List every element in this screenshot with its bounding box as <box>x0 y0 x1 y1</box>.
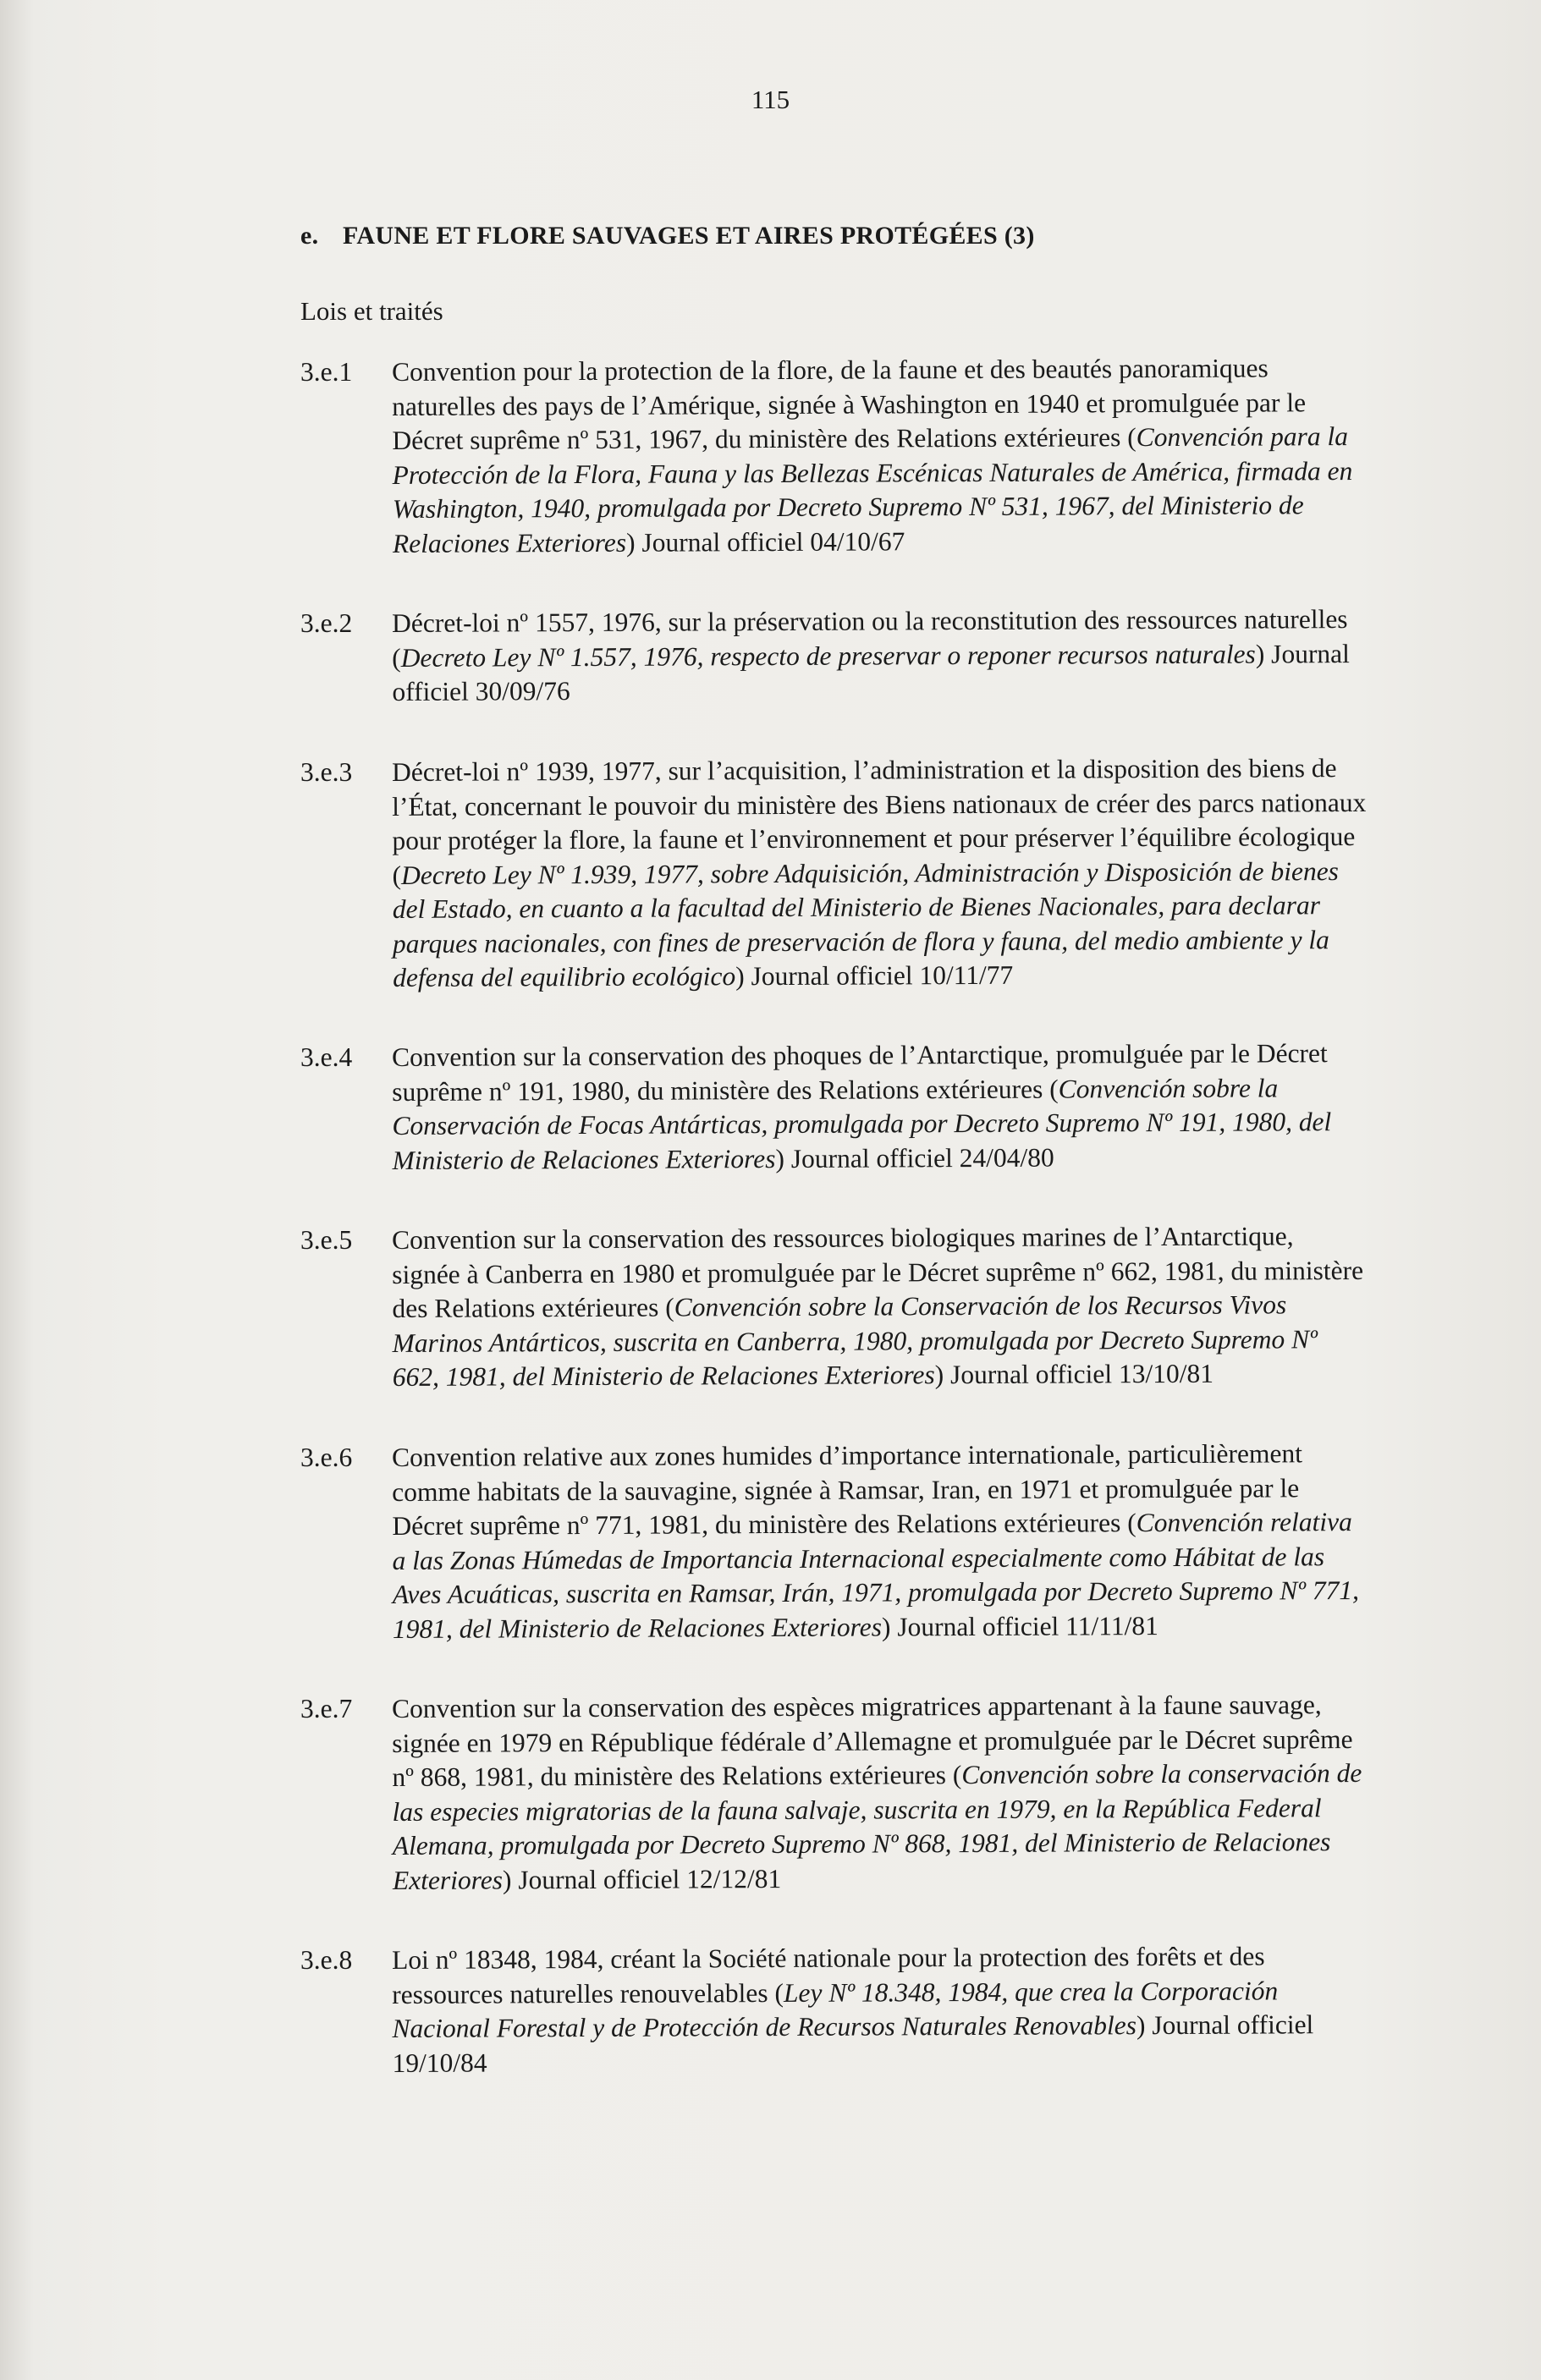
entry-body <box>392 602 1368 710</box>
entry-number: 3.e.1 <box>300 357 353 387</box>
section-letter: e. <box>300 222 319 250</box>
entry-text-es: Decreto Ley Nº 1.557, 1976, respecto de preservar o reponer recursos naturales <box>400 639 1256 673</box>
entry-number: 3.e.3 <box>300 756 353 787</box>
entry-journal: ) Journal officiel 30/09/76 <box>392 638 1350 706</box>
subheading: Lois et traités <box>300 296 443 326</box>
entry-3-e-4 <box>300 1038 1367 1178</box>
section-title: FAUNE ET FLORE SAUVAGES ET AIRES PROTÉGÉES (3) <box>343 222 1035 250</box>
entry-text-fr: Convention sur la conservation des ressources biologiques marines de l’Antarctique, signée à Canberra en 1980 et promulguée par le Décret suprême nº 662, 1981, du ministère des Relations extérieures ( <box>392 1221 1364 1323</box>
entry-text-es: Convención sobre la Conservación de los Recursos Vivos Marinos Antárticos, suscrita en Canberra, 1980, promulgada por Decreto Supremo Nº 662, 1981, del Ministerio de Relaciones Exteriores <box>392 1289 1318 1392</box>
entry-text-es: Decreto Ley Nº 1.939, 1977, sobre Adquisición, Administración y Disposición de bienes del Estado, en cuanto a la facultad del Ministerio de Bienes Nacionales, para declarar parques nacionales, con fines de preservación de flora y fauna, del medio ambiente y la defensa del equilibrio ecológico <box>392 855 1339 992</box>
entry-journal: ) Journal officiel 11/11/81 <box>881 1610 1159 1641</box>
entry-text-fr: Convention relative aux zones humides d’importance internationale, particulièrement comme habitats de la sauvagine, signée à Ramsar, Iran, en 1971 et promulguée par le Décret suprême nº 771, 1981, du ministère des Relations extérieures ( <box>392 1437 1303 1541</box>
entry-number: 3.e.6 <box>300 1442 353 1472</box>
entry-body <box>392 1687 1368 1897</box>
entry-body <box>392 1036 1368 1178</box>
entry-body <box>392 1219 1368 1395</box>
entry-body <box>392 1938 1368 2080</box>
entry-body <box>392 750 1368 995</box>
entry-journal: ) Journal officiel 12/12/81 <box>502 1862 782 1894</box>
entry-journal: ) Journal officiel 19/10/84 <box>392 2009 1314 2077</box>
entry-number: 3.e.7 <box>300 1693 353 1723</box>
entry-text-es: Convención relativa a las Zonas Húmedas de Importancia Internacional especialmente como Hábitat de las Aves Acuáticas, suscrita en Ramsar, Irán, 1971, promulgada por Decreto Supremo Nº 771, 1981, del Ministerio de Relaciones Exteriores <box>392 1506 1360 1643</box>
entry-text-es: Ley Nº 18.348, 1984, que crea la Corporación Nacional Forestal y de Protección de Recursos Naturales Renovables <box>392 1975 1279 2043</box>
entry-3-e-2 <box>300 604 1367 710</box>
entry-body <box>392 1436 1368 1646</box>
entry-body <box>392 351 1368 561</box>
entry-3-e-7 <box>300 1689 1367 1898</box>
entry-journal: ) Journal officiel 10/11/77 <box>735 959 1014 991</box>
entry-journal: ) Journal officiel 24/04/80 <box>775 1142 1054 1174</box>
entry-3-e-5 <box>300 1223 1367 1395</box>
entry-text-fr: Convention sur la conservation des phoques de l’Antarctique, promulguée par le Décret suprême nº 191, 1980, du ministère des Relations extérieures ( <box>392 1038 1328 1107</box>
entry-3-e-3 <box>300 752 1367 996</box>
entry-text-fr: Convention pour la protection de la flore, de la faune et des beautés panoramiques naturelles des pays de l’Amérique, signée à Washington en 1940 et promulguée par le Décret suprême nº 531, 1967, du ministère des Relations extérieures ( <box>392 353 1307 455</box>
entry-text-es: Convención para la Protección de la Flora, Fauna y las Bellezas Escénicas Naturales de América, firmada en Washington, 1940, promulgada por Decreto Supremo Nº 531, 1967, del Ministerio de Relaciones Exteriores <box>392 421 1353 558</box>
entry-number: 3.e.4 <box>300 1042 353 1072</box>
entries-list <box>300 355 1367 2126</box>
entry-3-e-8 <box>300 1940 1367 2080</box>
entry-number: 3.e.8 <box>300 1944 353 1975</box>
entry-journal: ) Journal officiel 13/10/81 <box>934 1358 1214 1390</box>
page-number: 115 <box>751 85 790 114</box>
entry-number: 3.e.5 <box>300 1225 353 1255</box>
entry-text-fr: Loi nº 18348, 1984, créant la Société nationale pour la protection des forêts et des ressources naturelles renouvelables ( <box>392 1940 1265 2009</box>
entry-text-fr: Convention sur la conservation des espèces migratrices appartenant à la faune sauvage, signée en 1979 en République fédérale d’Allemagne et promulguée par le Décret suprême nº 868, 1981, du ministère des Relations extérieures ( <box>392 1689 1353 1792</box>
entry-3-e-1 <box>300 355 1367 561</box>
entry-text-es: Convención sobre la conservación de las especies migratorias de la fauna salvaje, suscrita en 1979, en la República Federal Alemana, promulgada por Decreto Supremo Nº 868, 1981, del Ministerio de Relaciones Exteriores <box>392 1757 1362 1894</box>
section-heading <box>300 222 1035 250</box>
entry-text-fr: Décret-loi nº 1939, 1977, sur l’acquisition, l’administration et la disposition des biens de l’État, concernant le pouvoir du ministère des Biens nationaux de créer des parcs nationaux pour protéger la flore, la faune et l’environnement et pour préserver l’équilibre écologique ( <box>392 752 1367 889</box>
entry-journal: ) Journal officiel 04/10/67 <box>626 525 905 558</box>
entry-text-es: Convención sobre la Conservación de Focas Antárticas, promulgada por Decreto Supremo Nº 191, 1980, del Ministerio de Relaciones Exteriores <box>392 1072 1332 1175</box>
entry-text-fr: Décret-loi nº 1557, 1976, sur la préservation ou la reconstitution des ressources naturelles ( <box>392 604 1348 673</box>
entry-3-e-6 <box>300 1437 1367 1646</box>
entry-number: 3.e.2 <box>300 608 353 638</box>
